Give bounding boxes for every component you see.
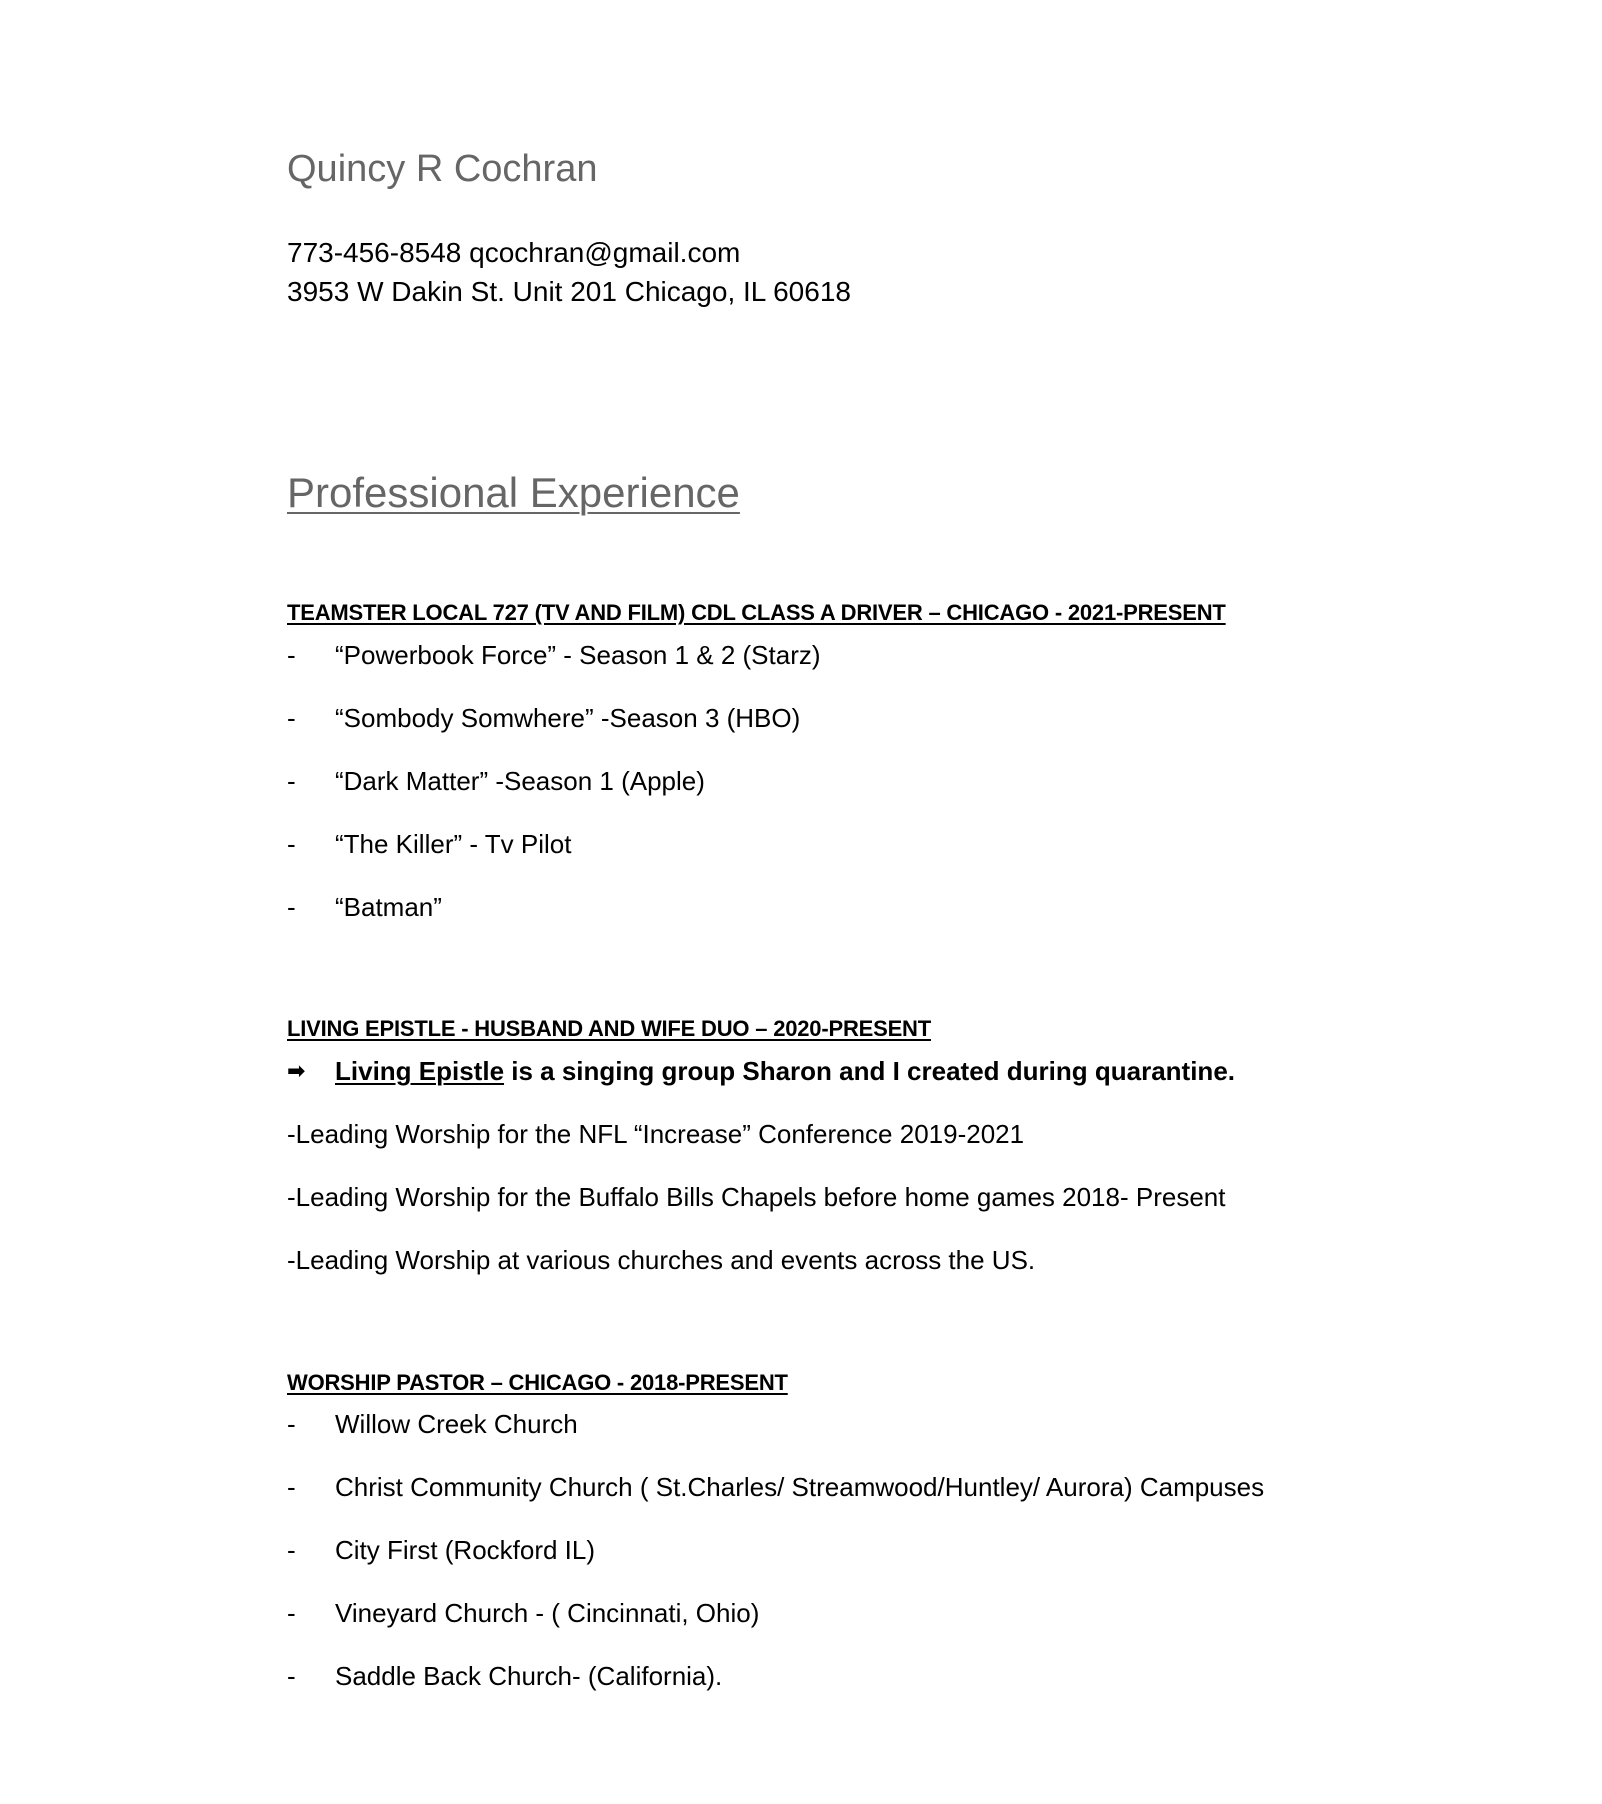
list-item: Willow Creek Church (335, 1409, 578, 1439)
list-item: “Powerbook Force” - Season 1 & 2 (Starz) (335, 640, 821, 670)
living-epistle-description: is a singing group Sharon and I created during quarantine. (504, 1056, 1236, 1086)
list-bullet: - (287, 1409, 296, 1439)
resume-name: Quincy R Cochran (287, 148, 598, 190)
list-bullet: - (287, 1535, 296, 1565)
list-item: -Leading Worship for the Buffalo Bills Chapels before home games 2018- Present (287, 1182, 1226, 1212)
list-bullet: - (287, 1472, 296, 1502)
list-item: “Sombody Somwhere” -Season 3 (HBO) (335, 703, 801, 733)
arrow-icon: ➡ (287, 1058, 306, 1083)
phone-email: 773-456-8548 qcochran@gmail.com (287, 237, 741, 268)
address: 3953 W Dakin St. Unit 201 Chicago, IL 60618 (287, 276, 851, 307)
list-item: “Batman” (335, 892, 442, 922)
list-bullet: - (287, 829, 296, 859)
list-item: -Leading Worship at various churches and events across the US. (287, 1245, 1036, 1275)
list-bullet: - (287, 1598, 296, 1628)
living-epistle-link: Living Epistle (335, 1056, 505, 1086)
job-heading-teamster: TEAMSTER LOCAL 727 (TV AND FILM) CDL CLASS A DRIVER – CHICAGO - 2021-PRESENT (287, 600, 1226, 625)
list-item: Saddle Back Church- (California). (335, 1661, 723, 1691)
list-bullet: - (287, 892, 296, 922)
living-epistle-intro (335, 1053, 1235, 1089)
job-heading-living-epistle: LIVING EPISTLE - HUSBAND AND WIFE DUO – 2020-PRESENT (287, 1016, 931, 1041)
list-item: “Dark Matter” -Season 1 (Apple) (335, 766, 705, 796)
list-bullet: - (287, 640, 296, 670)
list-bullet: - (287, 766, 296, 796)
list-bullet: - (287, 703, 296, 733)
list-item: Vineyard Church - ( Cincinnati, Ohio) (335, 1598, 760, 1628)
list-item: -Leading Worship for the NFL “Increase” Conference 2019-2021 (287, 1119, 1025, 1149)
list-item: City First (Rockford IL) (335, 1535, 596, 1565)
list-bullet: - (287, 1661, 296, 1691)
list-item: “The Killer” - Tv Pilot (335, 829, 572, 859)
job-heading-worship-pastor: WORSHIP PASTOR – CHICAGO - 2018-PRESENT (287, 1370, 788, 1395)
section-title-professional-experience: Professional Experience (287, 469, 740, 516)
list-item: Christ Community Church ( St.Charles/ Streamwood/Huntley/ Aurora) Campuses (335, 1472, 1265, 1502)
